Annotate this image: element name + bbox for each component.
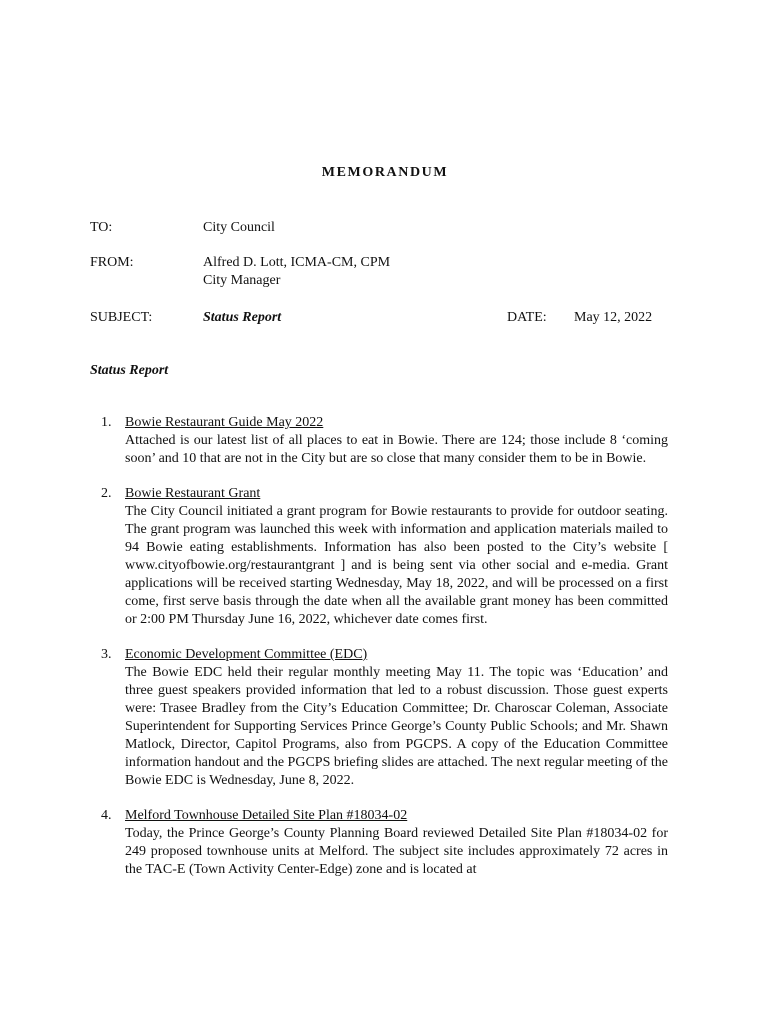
status-items-list bbox=[90, 414, 668, 896]
from-title: City Manager bbox=[203, 273, 281, 288]
to-value: City Council bbox=[203, 220, 275, 235]
to-label: TO: bbox=[90, 220, 113, 235]
item-title: Bowie Restaurant Guide May 2022 bbox=[125, 415, 324, 430]
item-title: Melford Townhouse Detailed Site Plan #18034-02 bbox=[125, 808, 408, 823]
item-title: Economic Development Committee (EDC) bbox=[125, 647, 368, 662]
list-item bbox=[90, 807, 668, 879]
subject-label: SUBJECT: bbox=[90, 310, 153, 325]
item-body: Today, the Prince George’s County Planning Board reviewed Detailed Site Plan #18034-02 for 249 proposed townhouse units at Melford. The subject site includes approximately 72 acres in the TAC-E (Town Activity Center-Edge) zone and is located at bbox=[125, 826, 668, 877]
subject-value: Status Report bbox=[203, 310, 282, 325]
item-number: 1. bbox=[101, 415, 112, 430]
date-value: May 12, 2022 bbox=[574, 310, 653, 325]
item-body: Attached is our latest list of all places to eat in Bowie. There are 124; those include 8 ‘coming soon’ and 10 that are not in the City but are so close that many consider them to be in Bowie. bbox=[125, 433, 668, 466]
section-heading: Status Report bbox=[90, 363, 169, 378]
date-label: DATE: bbox=[507, 310, 547, 325]
from-name: Alfred D. Lott, ICMA-CM, CPM bbox=[203, 255, 391, 270]
item-number: 2. bbox=[101, 486, 112, 501]
list-item bbox=[90, 414, 668, 468]
item-number: 4. bbox=[101, 808, 112, 823]
item-body: The Bowie EDC held their regular monthly meeting May 11. The topic was ‘Education’ and three guest speakers provided information that led to a robust discussion. Those guest experts were: Trasee Bradley from the City’s Education Committee; Dr. Charoscar Coleman, Associate Superintendent for Supporting Services Prince George’s County Public Schools; and Mr. Shawn Matlock, Director, Capitol Programs, also from PGCPS. A copy of the Education Committee information handout and the PGCPS briefing slides are attached. The next regular meeting of the Bowie EDC is Wednesday, June 8, 2022. bbox=[125, 665, 668, 788]
from-label: FROM: bbox=[90, 255, 134, 270]
item-number: 3. bbox=[101, 647, 112, 662]
item-body: The City Council initiated a grant program for Bowie restaurants to provide for outdoor seating. The grant program was launched this week with information and application materials mailed to 94 Bowie eating establishments. Information has also been posted to the City’s website [ www.cityofbowie.org/restaurantgrant ] and is being sent via other social and e-media. Grant applications will be received starting Wednesday, May 18, 2022, and will be processed on a first come, first serve basis through the date when all the available grant money has been committed or 2:00 PM Thursday June 16, 2022, whichever date comes first. bbox=[125, 504, 668, 627]
list-item bbox=[90, 646, 668, 790]
list-item bbox=[90, 485, 668, 629]
memo-title: MEMORANDUM bbox=[321, 165, 449, 180]
item-title: Bowie Restaurant Grant bbox=[125, 486, 261, 501]
